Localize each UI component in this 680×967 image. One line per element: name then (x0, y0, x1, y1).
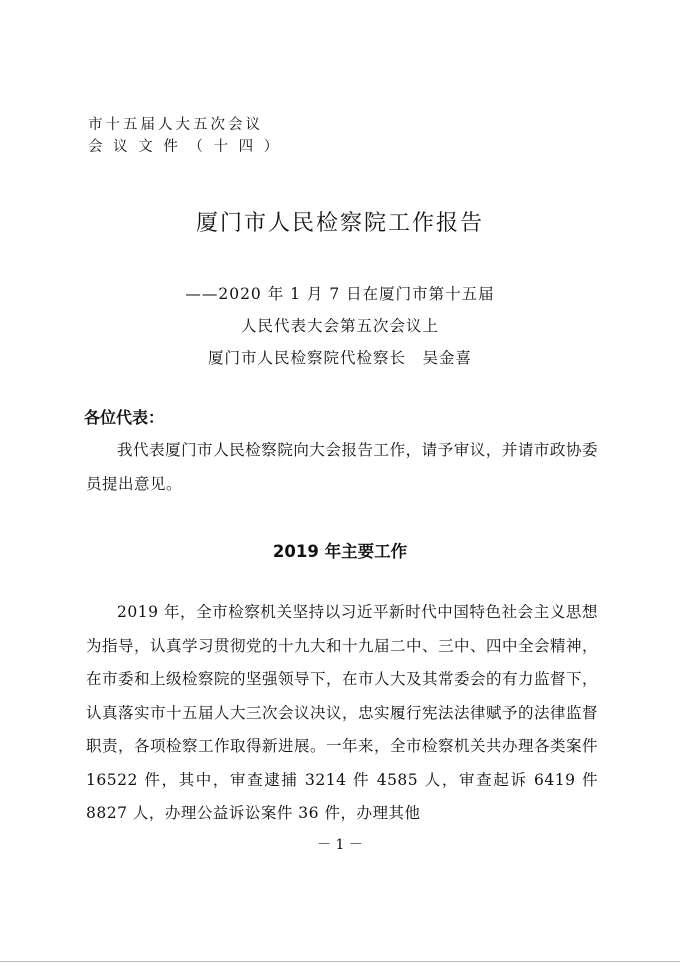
subtitle-date-line: ——2020 年 1 月 7 日在厦门市第十五届 (185, 285, 495, 303)
section-heading: 2019 年主要工作 (272, 542, 408, 561)
page-bottom-border (0, 961, 680, 962)
meeting-meta (88, 114, 281, 158)
intro-paragraph: 我代表厦门市人民检察院向大会报告工作，请予审议，并请市政协委员提出意见。 (86, 441, 598, 493)
document-number-label: 会 议 文 件 （ 十 四 ） (88, 139, 282, 155)
document-title: 厦门市人民检察院工作报告 (195, 211, 484, 236)
page-number: － 1 － (317, 837, 363, 853)
greeting: 各位代表： (84, 408, 165, 427)
subtitle-speaker-line: 厦门市人民检察院代检察长 吴金喜 (207, 349, 472, 367)
subtitle-meeting-line: 人民代表大会第五次会议上 (240, 317, 439, 335)
meeting-session-label: 市十五届人大五次会议 (88, 117, 263, 133)
body-paragraph: 2019 年，全市检察机关坚持以习近平新时代中国特色社会主义思想为指导，认真学习贯彻党的十九大和十九届二中、三中、四中全会精神，在市委和上级检察院的坚强领导下，在市人大及其常委会的有力监督下，认真落实市十五届人大三次会议决议，忠实履行宪法法律赋予的法律监督职责，各项检察工作取得新进展。一年来，全市检察机关共办理各类案件 16522 件，其中，审查逮捕 3214 件 4585 人，审查起诉 6419 件 8827 人，办理公益诉讼案件 36 件，办理其他 (86, 603, 599, 822)
